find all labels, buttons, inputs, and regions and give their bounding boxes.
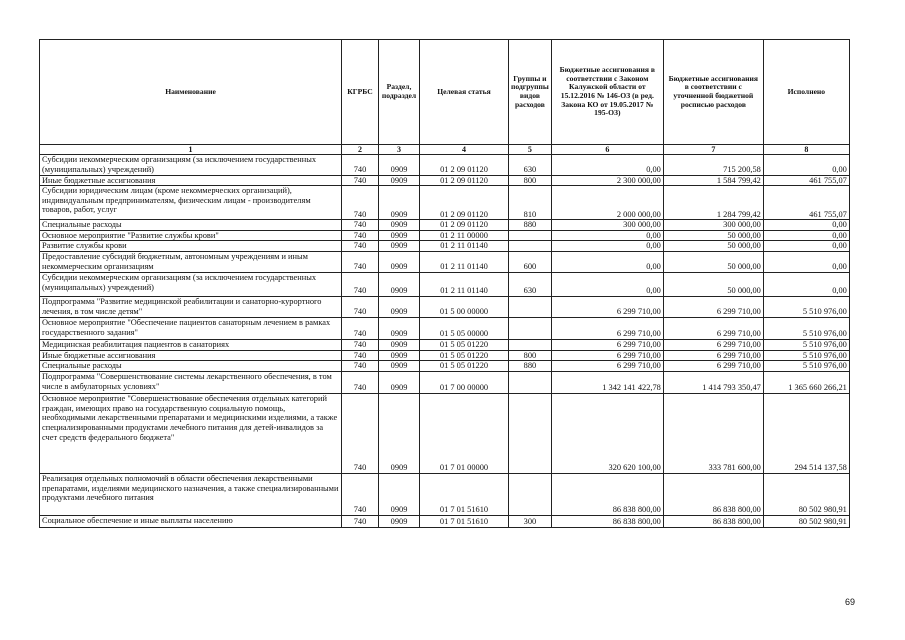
row-executed: 461 755,07 — [763, 175, 849, 186]
header-section: Раздел, подраздел — [379, 40, 420, 145]
row-refined-allocation: 86 838 800,00 — [663, 516, 763, 528]
row-target-article: 01 5 05 01220 — [420, 340, 509, 351]
table-row — [40, 516, 850, 528]
row-executed: 0,00 — [763, 220, 849, 231]
row-target-article: 01 2 11 01140 — [420, 273, 509, 297]
table-row — [40, 394, 850, 474]
row-name: Субсидии некоммерческим организациям (за исключением государственных (муниципальных) учреждений) — [40, 273, 342, 297]
row-expense-group: 630 — [509, 155, 552, 175]
row-section: 0909 — [379, 186, 420, 220]
row-executed: 80 502 980,91 — [763, 516, 849, 528]
row-name: Реализация отдельных полномочий в области обеспечения лекарственными препаратами, изделиями медицинского назначения, а также специализированными продуктами лечебного питания — [40, 474, 342, 516]
row-target-article: 01 2 09 01120 — [420, 186, 509, 220]
row-expense-group — [509, 372, 552, 394]
row-name: Основное мероприятие "Развитие службы крови" — [40, 230, 342, 241]
page-number: 69 — [844, 597, 855, 607]
row-target-article: 01 2 11 01140 — [420, 241, 509, 252]
row-law-allocation: 6 299 710,00 — [551, 297, 663, 318]
row-target-article: 01 7 00 00000 — [420, 372, 509, 394]
row-name: Иные бюджетные ассигнования — [40, 350, 342, 361]
row-target-article: 01 2 11 00000 — [420, 230, 509, 241]
row-executed: 5 510 976,00 — [763, 340, 849, 351]
table-row — [40, 241, 850, 252]
row-kgrbs: 740 — [342, 318, 379, 340]
table-body — [40, 155, 850, 528]
table-row — [40, 340, 850, 351]
row-executed: 0,00 — [763, 230, 849, 241]
row-section: 0909 — [379, 516, 420, 528]
column-number: 7 — [663, 145, 763, 155]
row-target-article: 01 5 05 01220 — [420, 350, 509, 361]
row-target-article: 01 2 09 01120 — [420, 175, 509, 186]
row-law-allocation: 320 620 100,00 — [551, 394, 663, 474]
row-expense-group: 300 — [509, 516, 552, 528]
row-expense-group: 880 — [509, 220, 552, 231]
row-refined-allocation: 715 200,58 — [663, 155, 763, 175]
row-expense-group — [509, 318, 552, 340]
column-number: 8 — [763, 145, 849, 155]
row-refined-allocation: 1 284 799,42 — [663, 186, 763, 220]
row-refined-allocation: 1 584 799,42 — [663, 175, 763, 186]
row-section: 0909 — [379, 252, 420, 273]
row-law-allocation: 1 342 141 422,78 — [551, 372, 663, 394]
row-law-allocation: 6 299 710,00 — [551, 350, 663, 361]
header-row — [40, 40, 850, 145]
row-target-article: 01 7 01 51610 — [420, 516, 509, 528]
row-kgrbs: 740 — [342, 220, 379, 231]
row-refined-allocation: 300 000,00 — [663, 220, 763, 231]
row-kgrbs: 740 — [342, 474, 379, 516]
table-row — [40, 318, 850, 340]
row-kgrbs: 740 — [342, 241, 379, 252]
row-kgrbs: 740 — [342, 394, 379, 474]
row-section: 0909 — [379, 372, 420, 394]
row-name: Социальное обеспечение и иные выплаты населению — [40, 516, 342, 528]
row-section: 0909 — [379, 273, 420, 297]
row-section: 0909 — [379, 241, 420, 252]
row-name: Субсидии некоммерческим организациям (за исключением государственных (муниципальных) учреждений) — [40, 155, 342, 175]
row-target-article: 01 5 00 00000 — [420, 297, 509, 318]
row-name: Специальные расходы — [40, 220, 342, 231]
table-row — [40, 474, 850, 516]
row-refined-allocation: 50 000,00 — [663, 241, 763, 252]
row-refined-allocation: 333 781 600,00 — [663, 394, 763, 474]
row-kgrbs: 740 — [342, 186, 379, 220]
row-expense-group — [509, 230, 552, 241]
table-row — [40, 350, 850, 361]
row-target-article: 01 2 09 01120 — [420, 155, 509, 175]
row-target-article: 01 5 05 01220 — [420, 361, 509, 372]
row-section: 0909 — [379, 318, 420, 340]
row-law-allocation: 6 299 710,00 — [551, 361, 663, 372]
row-law-allocation: 0,00 — [551, 252, 663, 273]
row-expense-group — [509, 241, 552, 252]
table-row — [40, 297, 850, 318]
row-law-allocation: 2 000 000,00 — [551, 186, 663, 220]
row-expense-group — [509, 297, 552, 318]
row-target-article: 01 2 11 01140 — [420, 252, 509, 273]
row-law-allocation: 6 299 710,00 — [551, 318, 663, 340]
row-executed: 0,00 — [763, 241, 849, 252]
row-section: 0909 — [379, 220, 420, 231]
row-law-allocation: 0,00 — [551, 230, 663, 241]
header-expense-group: Группы и подгруппы видов расходов — [509, 40, 552, 145]
row-kgrbs: 740 — [342, 361, 379, 372]
row-kgrbs: 740 — [342, 350, 379, 361]
row-expense-group — [509, 394, 552, 474]
row-section: 0909 — [379, 297, 420, 318]
table-row — [40, 155, 850, 175]
row-name: Предоставление субсидий бюджетным, автономным учреждениям и иным некоммерческим организациям — [40, 252, 342, 273]
header-target-article: Целевая статья — [420, 40, 509, 145]
row-section: 0909 — [379, 155, 420, 175]
row-refined-allocation: 6 299 710,00 — [663, 297, 763, 318]
row-target-article: 01 7 01 51610 — [420, 474, 509, 516]
column-number: 6 — [551, 145, 663, 155]
row-refined-allocation: 6 299 710,00 — [663, 350, 763, 361]
row-kgrbs: 740 — [342, 230, 379, 241]
row-executed: 80 502 980,91 — [763, 474, 849, 516]
budget-table — [39, 39, 850, 528]
row-executed: 0,00 — [763, 252, 849, 273]
row-executed: 5 510 976,00 — [763, 350, 849, 361]
row-kgrbs: 740 — [342, 252, 379, 273]
row-name: Подпрограмма "Развитие медицинской реабилитации и санаторно-курортного лечения, в том числе детям" — [40, 297, 342, 318]
column-number: 5 — [509, 145, 552, 155]
row-target-article: 01 2 09 01120 — [420, 220, 509, 231]
header-name: Наименование — [40, 40, 342, 145]
column-number: 2 — [342, 145, 379, 155]
table-row — [40, 175, 850, 186]
row-kgrbs: 740 — [342, 297, 379, 318]
row-section: 0909 — [379, 230, 420, 241]
row-name: Медицинская реабилитация пациентов в санаториях — [40, 340, 342, 351]
header-kgrbs: КГРБС — [342, 40, 379, 145]
table-row — [40, 230, 850, 241]
row-section: 0909 — [379, 361, 420, 372]
row-name: Развитие службы крови — [40, 241, 342, 252]
row-section: 0909 — [379, 175, 420, 186]
table-row — [40, 361, 850, 372]
row-refined-allocation: 6 299 710,00 — [663, 340, 763, 351]
row-target-article: 01 7 01 00000 — [420, 394, 509, 474]
row-executed: 0,00 — [763, 273, 849, 297]
row-expense-group — [509, 340, 552, 351]
row-refined-allocation: 50 000,00 — [663, 252, 763, 273]
column-number: 1 — [40, 145, 342, 155]
row-kgrbs: 740 — [342, 372, 379, 394]
row-law-allocation: 0,00 — [551, 155, 663, 175]
row-law-allocation: 300 000,00 — [551, 220, 663, 231]
row-refined-allocation: 1 414 793 350,47 — [663, 372, 763, 394]
row-refined-allocation: 6 299 710,00 — [663, 318, 763, 340]
row-law-allocation: 0,00 — [551, 273, 663, 297]
row-executed: 294 514 137,58 — [763, 394, 849, 474]
row-name: Подпрограмма "Совершенствование системы лекарственного обеспечения, в том числе в амбулаторных условиях" — [40, 372, 342, 394]
row-name: Специальные расходы — [40, 361, 342, 372]
row-target-article: 01 5 05 00000 — [420, 318, 509, 340]
column-number-row — [40, 145, 850, 155]
row-law-allocation: 6 299 710,00 — [551, 340, 663, 351]
row-expense-group: 630 — [509, 273, 552, 297]
row-expense-group: 800 — [509, 350, 552, 361]
row-section: 0909 — [379, 340, 420, 351]
row-expense-group: 880 — [509, 361, 552, 372]
table-row — [40, 273, 850, 297]
header-executed: Исполнено — [763, 40, 849, 145]
row-expense-group: 810 — [509, 186, 552, 220]
row-law-allocation: 86 838 800,00 — [551, 474, 663, 516]
row-law-allocation: 86 838 800,00 — [551, 516, 663, 528]
table-row — [40, 186, 850, 220]
header-law-allocations: Бюджетные ассигнования в соответствии с Законом Калужской области от 15.12.2016 № 146-ОЗ (в ред. Закона КО от 19.05.2017 № 195-ОЗ) — [551, 40, 663, 145]
header-refined-allocations: Бюджетные ассигнования в соответствии с уточненной бюджетной росписью расходов — [663, 40, 763, 145]
row-refined-allocation: 50 000,00 — [663, 273, 763, 297]
row-kgrbs: 740 — [342, 155, 379, 175]
row-executed: 0,00 — [763, 155, 849, 175]
row-section: 0909 — [379, 394, 420, 474]
row-section: 0909 — [379, 350, 420, 361]
row-refined-allocation: 6 299 710,00 — [663, 361, 763, 372]
row-expense-group — [509, 474, 552, 516]
row-executed: 5 510 976,00 — [763, 318, 849, 340]
table-row — [40, 252, 850, 273]
row-kgrbs: 740 — [342, 516, 379, 528]
row-name: Основное мероприятие "Совершенствование обеспечения отдельных категорий граждан, имеющих право на государственную социальную помощь, необходимыми лекарственными препаратами и медицинскими изделиями, а также специализированными продуктами лечебного питания для детей-инвалидов за счет средств федерального бюджета" — [40, 394, 342, 474]
row-refined-allocation: 50 000,00 — [663, 230, 763, 241]
table-row — [40, 372, 850, 394]
row-executed: 5 510 976,00 — [763, 361, 849, 372]
row-name: Основное мероприятие "Обеспечение пациентов санаторным лечением в рамках государственного задания" — [40, 318, 342, 340]
row-law-allocation: 0,00 — [551, 241, 663, 252]
row-refined-allocation: 86 838 800,00 — [663, 474, 763, 516]
row-executed: 461 755,07 — [763, 186, 849, 220]
row-name: Субсидии юридическим лицам (кроме некоммерческих организаций), индивидуальным предпринимателям, физическим лицам - производителям товаров, работ, услуг — [40, 186, 342, 220]
column-number: 4 — [420, 145, 509, 155]
column-number: 3 — [379, 145, 420, 155]
table-row — [40, 220, 850, 231]
row-kgrbs: 740 — [342, 175, 379, 186]
row-law-allocation: 2 300 000,00 — [551, 175, 663, 186]
row-name: Иные бюджетные ассигнования — [40, 175, 342, 186]
row-kgrbs: 740 — [342, 340, 379, 351]
row-kgrbs: 740 — [342, 273, 379, 297]
row-expense-group: 800 — [509, 175, 552, 186]
row-executed: 5 510 976,00 — [763, 297, 849, 318]
row-expense-group: 600 — [509, 252, 552, 273]
row-section: 0909 — [379, 474, 420, 516]
row-executed: 1 365 660 266,21 — [763, 372, 849, 394]
